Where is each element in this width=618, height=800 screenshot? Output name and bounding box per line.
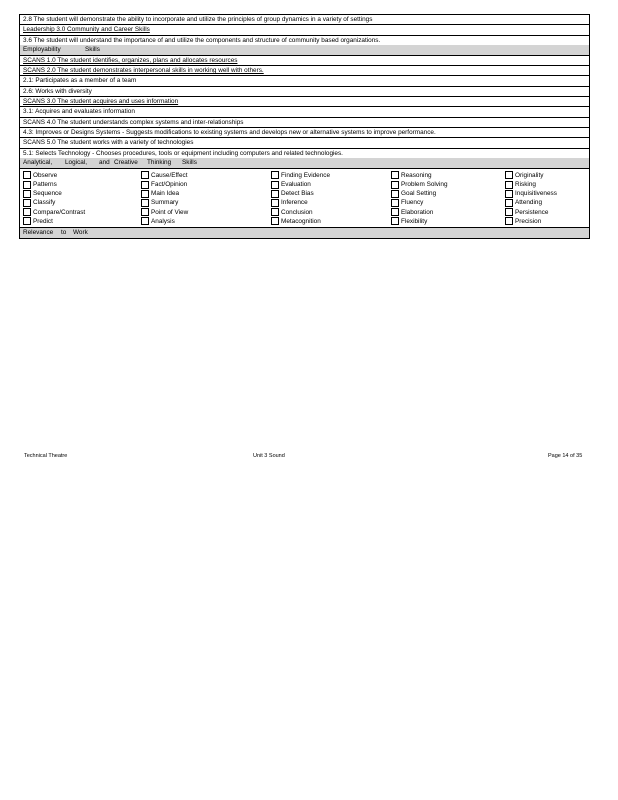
skill-label: Classify xyxy=(33,199,56,207)
skill-label: Attending xyxy=(515,199,543,207)
skill-checkbox-item[interactable] xyxy=(391,217,505,226)
skill-checkbox-item[interactable] xyxy=(391,171,505,180)
checkbox[interactable] xyxy=(23,208,31,216)
relevance-header-word: Relevance xyxy=(23,229,54,237)
checkbox[interactable] xyxy=(141,190,149,198)
thinking-header-word: Creative xyxy=(114,158,138,166)
skill-label: Fluency xyxy=(401,199,424,207)
skill-checkbox-item[interactable] xyxy=(271,208,391,217)
standard-line-text: Leadership 3.0 Community and Career Skills xyxy=(23,26,150,34)
skill-label: Patterns xyxy=(33,181,57,189)
skill-checkbox-item[interactable] xyxy=(141,217,271,226)
employability-line-text: 2.1: Participates as a member of a team xyxy=(23,77,137,85)
skill-checkbox-item[interactable] xyxy=(505,208,591,217)
skills-column xyxy=(505,171,591,226)
checkbox[interactable] xyxy=(271,190,279,198)
checkbox[interactable] xyxy=(141,171,149,179)
skill-checkbox-item[interactable] xyxy=(391,180,505,189)
skill-checkbox-item[interactable] xyxy=(23,208,141,217)
skill-label: Predict xyxy=(33,217,53,225)
standards-top-section xyxy=(20,15,589,45)
employability-header-word: Skills xyxy=(85,45,100,53)
employability-line-text: SCANS 5.0 The student works with a variety of technologies xyxy=(23,139,194,147)
skill-checkbox-item[interactable] xyxy=(505,171,591,180)
employability-line-text: SCANS 4.0 The student understands complex systems and inter-relationships xyxy=(23,118,244,126)
skills-column xyxy=(391,171,505,226)
skill-checkbox-item[interactable] xyxy=(23,171,141,180)
checkbox[interactable] xyxy=(505,217,513,225)
employability-line xyxy=(20,107,589,117)
skill-label: Detect Bias xyxy=(281,190,314,198)
skill-checkbox-item[interactable] xyxy=(505,217,591,226)
employability-header-word: Employability xyxy=(23,45,61,53)
relevance-header-word: Work xyxy=(73,229,88,237)
skill-checkbox-item[interactable] xyxy=(391,189,505,198)
footer-left: Technical Theatre xyxy=(24,453,68,459)
employability-line-text: SCANS 3.0 The student acquires and uses information xyxy=(23,98,179,106)
skill-label: Precision xyxy=(515,217,542,225)
employability-line xyxy=(20,138,589,148)
skill-checkbox-item[interactable] xyxy=(141,208,271,217)
checkbox[interactable] xyxy=(23,199,31,207)
footer-right: Page 14 of 35 xyxy=(548,453,583,459)
checkbox[interactable] xyxy=(23,217,31,225)
skill-checkbox-item[interactable] xyxy=(271,171,391,180)
skill-checkbox-item[interactable] xyxy=(391,208,505,217)
standard-line-text: 2.8 The student will demonstrate the ability to incorporate and utilize the principles of group dynamics in a variety of settings xyxy=(23,16,373,23)
checkbox[interactable] xyxy=(505,190,513,198)
employability-line xyxy=(20,149,589,158)
employability-line-text: 3.1: Acquires and evaluates information xyxy=(23,108,135,116)
checkbox[interactable] xyxy=(505,199,513,207)
skill-checkbox-item[interactable] xyxy=(271,198,391,207)
employability-line xyxy=(20,128,589,138)
skills-column xyxy=(141,171,271,226)
checkbox[interactable] xyxy=(271,181,279,189)
skill-label: Originality xyxy=(515,171,544,179)
standard-line-text: 3.6 The student will understand the importance of and utilize the components and structure of community based organizations. xyxy=(23,36,381,44)
employability-line-text: 2.6: Works with diversity xyxy=(23,87,92,95)
checkbox[interactable] xyxy=(505,171,513,179)
checkbox[interactable] xyxy=(141,208,149,216)
thinking-header-word: Skills xyxy=(182,158,197,166)
employability-line-text: 5.1: Selects Technology - Chooses procedures, tools or equipment including computers and related technologies. xyxy=(23,149,343,157)
checkbox[interactable] xyxy=(23,181,31,189)
footer-center: Unit 3 Sound xyxy=(253,453,285,459)
employability-line xyxy=(20,118,589,128)
relevance-header-word: to xyxy=(61,229,67,237)
skill-checkbox-item[interactable] xyxy=(23,189,141,198)
relevance-header xyxy=(20,228,589,238)
skill-label: Risking xyxy=(515,181,536,189)
thinking-header-word: Thinking xyxy=(147,158,172,166)
checkbox[interactable] xyxy=(505,208,513,216)
employability-header xyxy=(20,45,589,56)
employability-line-text: SCANS 2.0 The student demonstrates interpersonal skills in working well with others. xyxy=(23,67,264,75)
standards-table xyxy=(19,14,590,239)
checkbox[interactable] xyxy=(271,208,279,216)
skill-checkbox-item[interactable] xyxy=(141,189,271,198)
standard-line xyxy=(20,25,589,35)
skills-column xyxy=(23,171,141,226)
skill-label: Persistence xyxy=(515,208,549,216)
employability-line xyxy=(20,66,589,76)
skill-checkbox-item[interactable] xyxy=(505,198,591,207)
skill-label: Inference xyxy=(281,199,308,207)
skill-label: Sequence xyxy=(33,190,62,198)
skill-checkbox-item[interactable] xyxy=(23,198,141,207)
employability-line-text: 4.3: Improves or Designs Systems - Suggests modifications to existing systems and develops new or alternative systems to improve performance. xyxy=(23,128,436,136)
checkbox[interactable] xyxy=(391,199,399,207)
standard-line xyxy=(20,36,589,45)
checkbox[interactable] xyxy=(271,217,279,225)
skill-checkbox-item[interactable] xyxy=(141,198,271,207)
thinking-skills-header xyxy=(20,158,589,169)
skill-label: Compare/Contrast xyxy=(33,208,86,216)
checkbox[interactable] xyxy=(391,208,399,216)
employability-line xyxy=(20,87,589,97)
skill-label: Goal Setting xyxy=(401,190,437,198)
skill-label: Flexibility xyxy=(401,217,428,225)
checkbox[interactable] xyxy=(271,199,279,207)
skill-checkbox-item[interactable] xyxy=(271,189,391,198)
skill-checkbox-item[interactable] xyxy=(271,180,391,189)
skill-label: Analysis xyxy=(151,217,175,225)
checkbox[interactable] xyxy=(505,181,513,189)
skills-column xyxy=(271,171,391,226)
skill-checkbox-item[interactable] xyxy=(141,180,271,189)
skill-label: Observe xyxy=(33,171,58,179)
skill-label: Reasoning xyxy=(401,171,432,179)
skill-checkbox-item[interactable] xyxy=(505,189,591,198)
skill-checkbox-item[interactable] xyxy=(23,180,141,189)
skill-label: Inquisitiveness xyxy=(515,190,557,198)
skill-label: Problem Solving xyxy=(401,181,448,189)
skill-label: Cause/Effect xyxy=(151,171,188,179)
skill-label: Fact/Opinion xyxy=(151,181,188,189)
skill-checkbox-item[interactable] xyxy=(271,217,391,226)
checkbox[interactable] xyxy=(391,190,399,198)
checkbox[interactable] xyxy=(23,171,31,179)
skill-checkbox-item[interactable] xyxy=(23,217,141,226)
thinking-header-word: Analytical, xyxy=(23,158,53,166)
skill-label: Evaluation xyxy=(281,181,311,189)
skill-label: Point of View xyxy=(151,208,189,216)
employability-line-text: SCANS 1.0 The student identifies, organizes, plans and allocates resources xyxy=(23,56,238,64)
employability-line xyxy=(20,97,589,107)
skill-label: Metacognition xyxy=(281,217,321,225)
checkbox[interactable] xyxy=(23,190,31,198)
checkbox[interactable] xyxy=(141,199,149,207)
checkbox[interactable] xyxy=(391,181,399,189)
checkbox[interactable] xyxy=(271,171,279,179)
thinking-header-word: and xyxy=(99,158,110,166)
thinking-skills-checklist xyxy=(20,169,589,228)
checkbox[interactable] xyxy=(141,217,149,225)
checkbox[interactable] xyxy=(391,217,399,225)
skill-checkbox-item[interactable] xyxy=(391,198,505,207)
thinking-header-word: Logical, xyxy=(65,158,88,166)
employability-line xyxy=(20,56,589,66)
checkbox[interactable] xyxy=(141,181,149,189)
employability-line xyxy=(20,76,589,86)
skill-label: Conclusion xyxy=(281,208,313,216)
checkbox[interactable] xyxy=(391,171,399,179)
skill-label: Elaboration xyxy=(401,208,434,216)
skill-label: Summary xyxy=(151,199,179,207)
skill-label: Main Idea xyxy=(151,190,180,198)
skill-label: Finding Evidence xyxy=(281,171,331,179)
skill-checkbox-item[interactable] xyxy=(505,180,591,189)
employability-section xyxy=(20,56,589,158)
standard-line xyxy=(20,15,589,25)
skill-checkbox-item[interactable] xyxy=(141,171,271,180)
